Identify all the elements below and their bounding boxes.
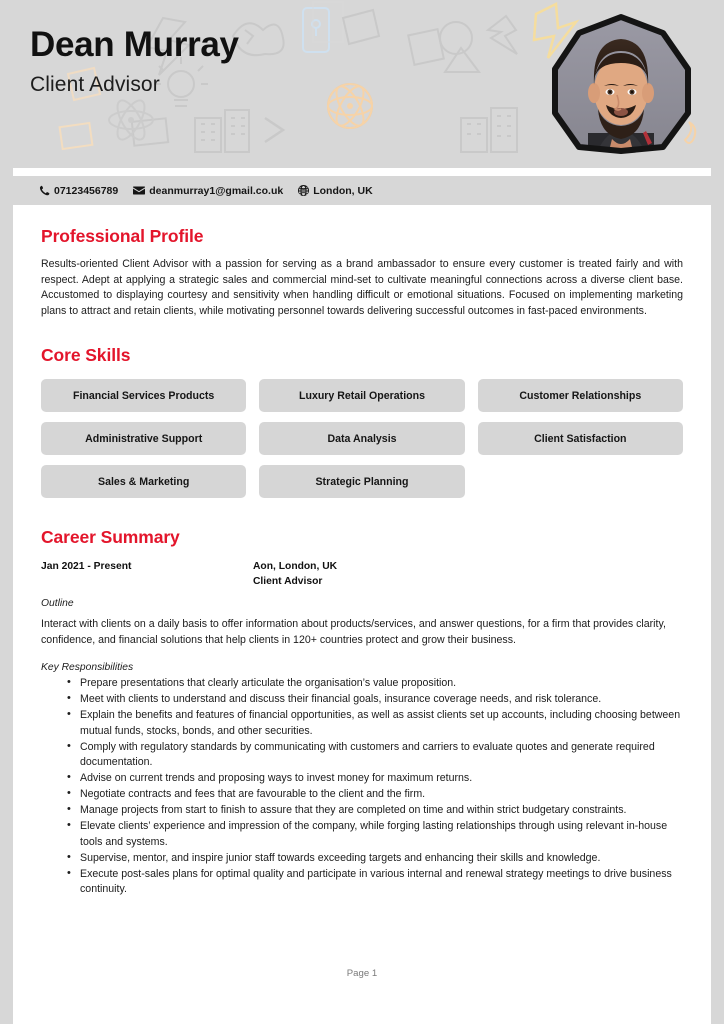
skill-chip-placeholder: [478, 465, 683, 498]
contact-email-value: deanmurray1@gmail.co.uk: [149, 184, 284, 197]
list-item: • Negotiate contracts and fees that are favourable to the client and the firm.: [41, 787, 683, 802]
profile-body: Results-oriented Client Advisor with a passion for serving as a brand ambassador to ensure every customer is treated fairly and with respect. Adept at applying a strategic sales and commercial mind-set to cultivate meaningful connections across a diverse client base. Accustomed to displaying courtesy and sensitivity when handling difficult or emotional situations. Focused on implementing marketing plans to attract and retain clients, while motivating personnel towards delivering successful outcomes in fast-paced environments.: [41, 258, 683, 317]
skills-grid: [41, 379, 683, 498]
contact-phone-value: 07123456789: [54, 184, 119, 197]
list-item: • Manage projects from start to finish to assure that they are completed on time and within strict budgetary constraints.: [41, 803, 683, 818]
avatar: [550, 13, 692, 155]
resume-content: [13, 226, 711, 897]
skill-chip[interactable]: Client Satisfaction: [478, 422, 683, 455]
page-title: Dean Murray: [30, 25, 239, 64]
job-entry-header: [41, 560, 683, 589]
contact-location-value: London, UK: [313, 184, 373, 197]
header-contact-gap: [13, 168, 711, 176]
globe-icon: [298, 185, 309, 196]
header-band: [13, 0, 711, 168]
list-item: • Execute post-sales plans for optimal quality and participate in various internal and renewal strategy meetings to drive business continuity.: [41, 867, 683, 897]
list-item: • Advise on current trends and proposing ways to invest money for maximum returns.: [41, 771, 683, 786]
list-item: • Explain the benefits and features of financial opportunities, as well as assist clients set up accounts, including choosing between mutual funds, stocks, bonds, and other securities.: [41, 708, 683, 738]
contact-bar: [13, 176, 711, 205]
envelope-icon: [133, 185, 145, 196]
skill-chip[interactable]: Administrative Support: [41, 422, 246, 455]
job-company-role: [253, 560, 683, 589]
list-item: • Supervise, mentor, and inspire junior staff towards exceeding targets and enhancing their skills and knowledge.: [41, 851, 683, 866]
section-title-career: Career Summary: [41, 527, 180, 548]
header-job-title: Client Advisor: [30, 72, 160, 96]
contact-email[interactable]: [133, 185, 283, 197]
section-title-skills: Core Skills: [41, 345, 131, 366]
skill-chip[interactable]: Data Analysis: [259, 422, 464, 455]
responsibilities-label: Key Responsibilities: [41, 662, 134, 674]
skill-chip[interactable]: Customer Relationships: [478, 379, 683, 412]
header-identity: [30, 27, 239, 97]
job-role: Client Advisor: [253, 575, 323, 587]
skill-chip[interactable]: Luxury Retail Operations: [259, 379, 464, 412]
resume-page: [13, 0, 711, 1024]
section-title-profile: Professional Profile: [41, 226, 204, 246]
contact-phone[interactable]: [39, 185, 118, 197]
skill-chip[interactable]: Sales & Marketing: [41, 465, 246, 498]
phone-icon: [39, 185, 50, 196]
outline-body: Interact with clients on a daily basis to offer information about products/services, and answer questions, for a firm that provides clarity, confidence, and financial solutions that help clients in 120+ countries protect and grow their business.: [41, 618, 666, 646]
list-item: • Elevate clients’ experience and impression of the company, while forging lasting relationships through using relevant in-house tools and systems.: [41, 819, 683, 849]
skill-chip[interactable]: Financial Services Products: [41, 379, 246, 412]
outline-label: Outline: [41, 598, 74, 610]
page-footer: Page 1: [346, 968, 378, 979]
job-dates: Jan 2021 - Present: [41, 561, 132, 573]
list-item: • Meet with clients to understand and discuss their financial goals, insurance coverage needs, and risk tolerance.: [41, 692, 683, 707]
job-company: Aon, London, UK: [253, 561, 338, 573]
skill-chip[interactable]: Strategic Planning: [259, 465, 464, 498]
contact-location[interactable]: [298, 185, 372, 197]
list-item: • Prepare presentations that clearly articulate the organisation’s value proposition.: [41, 676, 683, 691]
responsibilities-list: [41, 676, 683, 897]
list-item: • Comply with regulatory standards by communicating with customers and carriers to evaluate quotes and generate required documentation.: [41, 740, 683, 770]
